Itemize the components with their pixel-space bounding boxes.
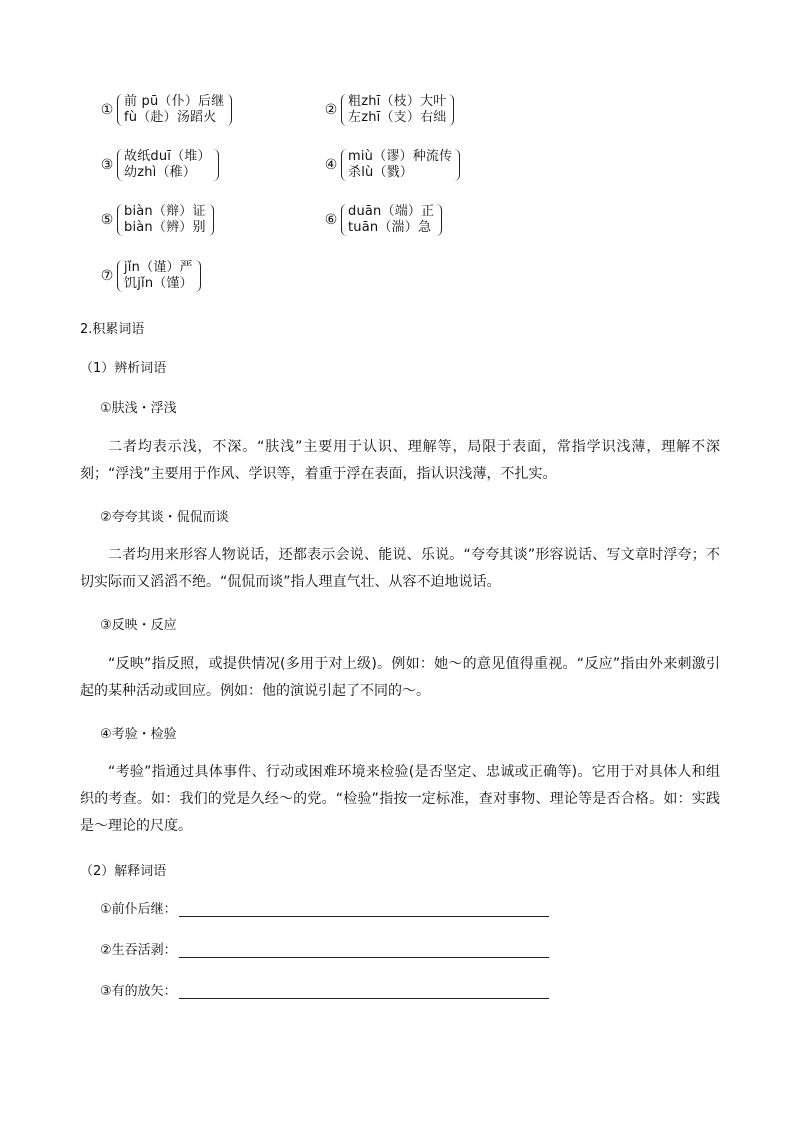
left-brace xyxy=(117,94,123,126)
right-brace xyxy=(436,204,442,236)
word-pair-title: ④考验・检验 xyxy=(100,727,177,742)
item-line-2: 饥jǐn（馑） xyxy=(124,276,193,291)
pronunciation-item-3 xyxy=(98,147,219,183)
word-pair-explanation: “考验”指通过具体事件、行动或困难环境来检验(是否坚定、忠诚或正确等)。它用于对具体人和组织的考查。如：我们的党是久经～的党。“检验”指按一定标准，查对事物、理论等是否合格。如：实践是～理论的尺度。 xyxy=(80,764,720,834)
pronunciation-item-2 xyxy=(322,92,454,128)
right-brace xyxy=(208,204,214,236)
left-brace xyxy=(117,260,123,292)
item-number: ⑥ xyxy=(324,212,338,228)
fill-in-row xyxy=(100,898,549,917)
right-brace xyxy=(226,94,232,126)
pronunciation-item-1 xyxy=(98,92,232,128)
word-pair-explanation: “反映”指反照，或提供情况(多用于对上级)。例如：她～的意见值得重视。“反应”指由外来刺激引起的某种活动或回应。例如：他的演说引起了不同的～。 xyxy=(80,656,720,699)
left-brace xyxy=(341,149,347,181)
item-number: ③ xyxy=(100,157,114,173)
right-brace xyxy=(454,149,460,181)
answer-blank[interactable] xyxy=(179,984,549,999)
left-brace xyxy=(117,204,123,236)
fill-in-label: ①前仆后继： xyxy=(100,902,177,917)
pronunciation-item-4 xyxy=(322,147,460,183)
item-number: ② xyxy=(324,102,338,118)
left-brace xyxy=(341,94,347,126)
fill-in-label: ②生吞活剥： xyxy=(100,943,177,958)
pronunciation-item-5 xyxy=(98,202,214,238)
fill-in-label: ③有的放矢： xyxy=(100,984,177,999)
item-line-2: 幼zhì（稚） xyxy=(124,165,197,180)
item-line-2: 杀lù（戮） xyxy=(348,165,414,180)
item-line-1: miù（谬）种流传 xyxy=(348,149,453,164)
item-line-1: jǐn（谨）严 xyxy=(124,260,193,275)
item-number: ① xyxy=(100,102,114,118)
item-line-2: biàn（辨）别 xyxy=(124,220,206,235)
item-number: ⑦ xyxy=(100,268,114,284)
left-brace xyxy=(117,149,123,181)
item-number: ⑤ xyxy=(100,212,114,228)
word-pair-explanation: 二者均表示浅，不深。“肤浅”主要用于认识、理解等，局限于表面，常指学识浅薄，理解不深刻；“浮浅”主要用于作风、学识等，着重于浮在表面，指认识浅薄，不扎实。 xyxy=(80,439,720,482)
item-line-1: 故纸duī（堆） xyxy=(124,149,211,164)
pronunciation-item-7 xyxy=(98,258,201,294)
item-line-2: tuān（湍）急 xyxy=(348,220,432,235)
word-pair-title: ②夸夸其谈・侃侃而谈 xyxy=(100,510,229,525)
answer-blank[interactable] xyxy=(179,943,549,958)
word-pair-title: ③反映・反应 xyxy=(100,618,177,633)
item-number: ④ xyxy=(324,157,338,173)
right-brace xyxy=(448,94,454,126)
section-heading: 2.积累词语 xyxy=(80,322,145,337)
subsection-heading: （2）解释词语 xyxy=(80,864,167,879)
item-line-1: biàn（辩）证 xyxy=(124,204,206,219)
fill-in-row xyxy=(100,939,549,958)
pronunciation-item-6 xyxy=(322,202,442,238)
answer-blank[interactable] xyxy=(179,902,549,917)
right-brace xyxy=(213,149,219,181)
right-brace xyxy=(195,260,201,292)
item-line-1: duān（端）正 xyxy=(348,204,435,219)
item-line-2: fù（赴）汤蹈火 xyxy=(124,110,217,125)
word-pair-title: ①肤浅・浮浅 xyxy=(100,401,177,416)
item-line-1: 粗zhī（枝）大叶 xyxy=(348,94,447,109)
subsection-heading: （1）辨析词语 xyxy=(80,361,167,376)
item-line-1: 前 pū（仆）后继 xyxy=(124,94,225,109)
fill-in-row xyxy=(100,980,549,999)
item-line-2: 左zhī（支）右绌 xyxy=(348,110,447,125)
left-brace xyxy=(341,204,347,236)
word-pair-explanation: 二者均用来形容人物说话，还都表示会说、能说、乐说。“夸夸其谈”形容说话、写文章时浮夸；不切实际而又滔滔不绝。“侃侃而谈”指人理直气壮、从容不迫地说话。 xyxy=(80,547,720,590)
